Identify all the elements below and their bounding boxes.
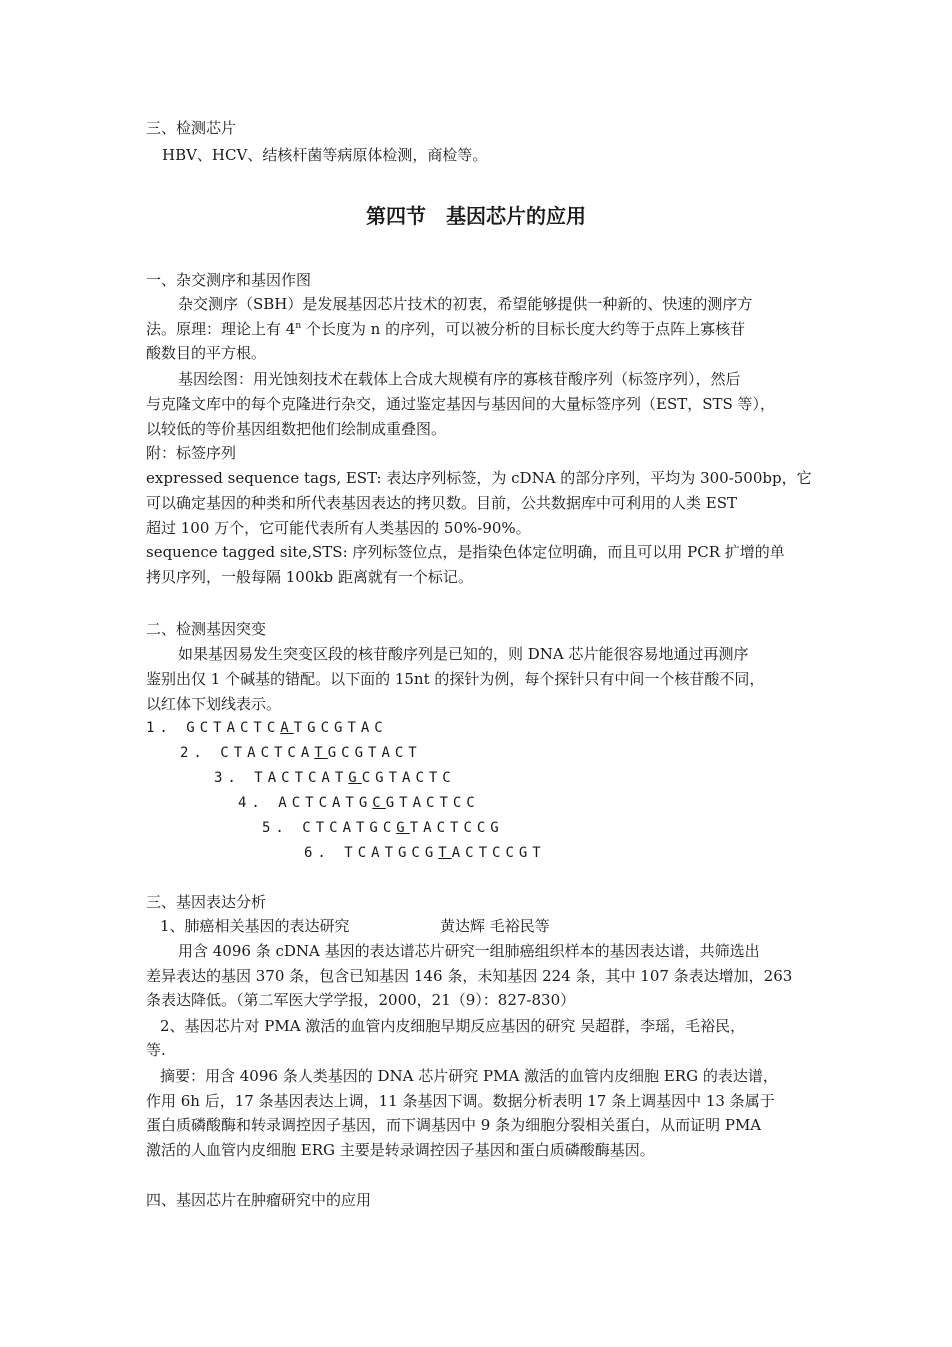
mutation-line-3: 以红体下划线表示。 — [146, 695, 282, 713]
mapping-line-3: 以较低的等价基因组数把他们绘制成重叠图。 — [146, 420, 447, 438]
probe-6: 6. TCATGCGTACTCCGT — [304, 845, 546, 861]
probe-1: 1. GCTACTCATGCGTAC — [146, 720, 388, 736]
mutation-line-2: 鉴别出仅 1 个碱基的错配。以下面的 15nt 的探针为例，每个探针只有中间一个核苷酸不同， — [146, 670, 765, 688]
probe-mismatch-base: A — [280, 720, 294, 736]
probe-mismatch-base: T — [314, 745, 328, 761]
item1-title: 1、肺癌相关基因的表达研究 — [160, 917, 350, 935]
probe-4: 4. ACTCATGCGTACTCC — [238, 795, 480, 811]
item2-line-1: 2、基因芯片对 PMA 激活的血管内皮细胞早期反应基因的研究 吴超群，李瑶，毛裕民， — [160, 1017, 746, 1035]
item1-line-2: 差异表达的基因 370 条，包含已知基因 146 条，未知基因 224 条，其中 107 条表达增加，263 — [146, 967, 793, 985]
sts-line-1: sequence tagged site,STS: 序列标签位点，是指染色体定位明确，而且可以用 PCR 扩增的单 — [146, 543, 785, 561]
probe-mismatch-base: G — [348, 770, 362, 786]
expression-heading: 三、基因表达分析 — [146, 893, 267, 911]
section-title: 第四节 基因芯片的应用 — [366, 204, 586, 228]
sbh-line-1: 杂交测序（SBH）是发展基因芯片技术的初衷，希望能够提供一种新的、快速的测序方 — [178, 295, 753, 313]
appendix-label: 附：标签序列 — [146, 444, 237, 462]
mutation-line-1: 如果基因易发生突变区段的核苷酸序列是已知的，则 DNA 芯片能很容易地通过再测序 — [178, 645, 749, 663]
probe-mismatch-base: G — [396, 820, 410, 836]
sbh-line-2: 法。原理：理论上有 4$^n$ 个长度为 n 的序列，可以被分析的目标长度大约等于点阵上寡核苷 — [146, 320, 746, 338]
probe-2: 2. CTACTCATGCGTACT — [180, 745, 422, 761]
chip-detection-text: HBV、HCV、结核杆菌等病原体检测，商检等。 — [162, 146, 488, 164]
sbh-heading: 一、杂交测序和基因作图 — [146, 271, 312, 289]
est-line-2: 可以确定基因的种类和所代表基因表达的拷贝数。目前，公共数据库中可利用的人类 EST — [146, 494, 738, 512]
abstract-line-4: 激活的人血管内皮细胞 ERG 主要是转录调控因子基因和蛋白质磷酸酶基因。 — [146, 1141, 655, 1159]
mapping-line-2: 与克隆文库中的每个克隆进行杂交，通过鉴定基因与基因间的大量标签序列（EST，STS 等）， — [146, 395, 776, 413]
item1-line-3: 条表达降低。（第二军医大学学报，2000，21（9）：827-830） — [146, 991, 576, 1009]
probe-3: 3. TACTCATGCGTACTC — [214, 770, 456, 786]
tumor-heading: 四、基因芯片在肿瘤研究中的应用 — [146, 1191, 372, 1209]
abstract-line-3: 蛋白质磷酸酶和转录调控因子基因，而下调基因中 9 条为细胞分裂相关蛋白，从而证明 PMA — [146, 1116, 762, 1134]
probe-mismatch-base: T — [438, 845, 452, 861]
superscript-n: n — [295, 321, 302, 331]
sbh-line-3: 酸数目的平方根。 — [146, 344, 267, 362]
probe-mismatch-base: C — [372, 795, 386, 811]
est-line-3: 超过 100 万个，它可能代表所有人类基因的 50%-90%。 — [146, 519, 531, 537]
probe-5: 5. CTCATGCGTACTCCG — [262, 820, 504, 836]
item1-line-1: 用含 4096 条 cDNA 基因的表达谱芯片研究一组肺癌组织样本的基因表达谱，共筛选出 — [178, 942, 760, 960]
est-line-1: expressed sequence tags, EST: 表达序列标签，为 cDNA 的部分序列，平均为 300-500bp，它 — [146, 469, 812, 487]
item1-authors: 黄达辉 毛裕民等 — [440, 917, 550, 935]
item2-line-2: 等. — [146, 1041, 166, 1059]
mapping-line-1: 基因绘图：用光蚀刻技术在载体上合成大规模有序的寡核苷酸序列（标签序列），然后 — [178, 370, 741, 388]
abstract-line-2: 作用 6h 后，17 条基因表达上调，11 条基因下调。数据分析表明 17 条上调基因中 13 条属于 — [146, 1092, 775, 1110]
sts-line-2: 拷贝序列，一般每隔 100kb 距离就有一个标记。 — [146, 568, 473, 586]
abstract-line-1: 摘要：用含 4096 条人类基因的 DNA 芯片研究 PMA 激活的血管内皮细胞 ERG 的表达谱， — [160, 1067, 778, 1085]
mutation-heading: 二、检测基因突变 — [146, 620, 267, 638]
chip-detection-heading: 三、检测芯片 — [146, 119, 237, 137]
